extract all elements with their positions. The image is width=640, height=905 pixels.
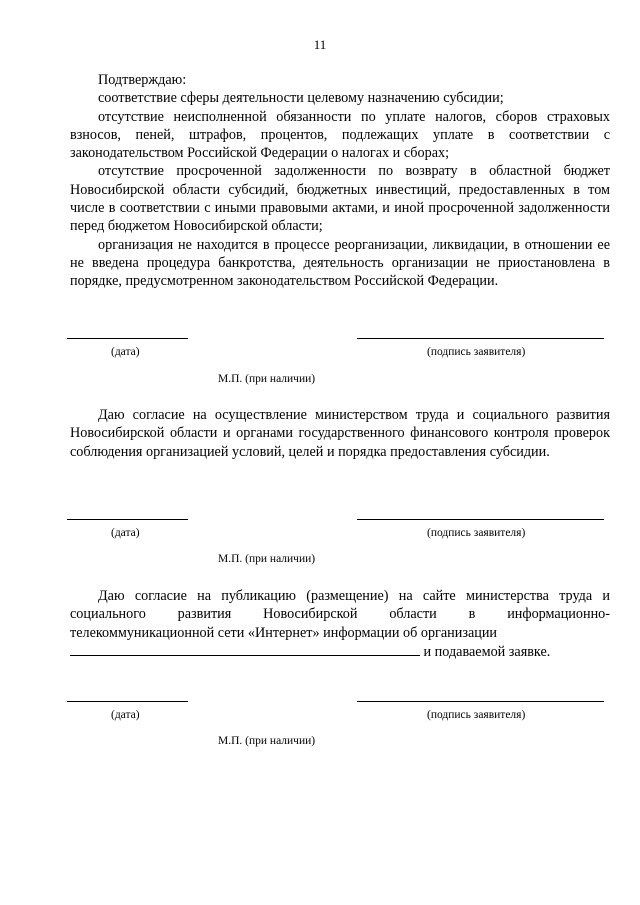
date-caption: (дата): [111, 527, 140, 539]
date-caption: (дата): [111, 709, 140, 721]
signature-line[interactable]: [357, 519, 604, 520]
stamp-caption: М.П. (при наличии): [218, 373, 316, 385]
confirmation-block: [70, 71, 610, 291]
consent-inspection-block: [70, 406, 610, 461]
confirmation-item: соответствие сферы деятельности целевому назначению субсидии;: [98, 90, 504, 107]
date-line[interactable]: [67, 701, 188, 702]
consent-publication-text: Даю согласие на публикацию (размещение) на сайте министерства труда и социального развития Новосибирской области в информационно-телекоммуникационной сети «Интернет» информации об организации: [70, 588, 610, 641]
consent-publication-tail: и подаваемой заявке.: [423, 643, 551, 660]
organization-fill-row: [70, 643, 610, 661]
confirmation-item: отсутствие просроченной задолженности по возврату в областной бюджет Новосибирской области субсидий, бюджетных инвестиций, предоставленных в том числе в соответствии с иными правовыми актами, и иной просроченной задолженности перед бюджетом Новосибирской области;: [70, 163, 610, 235]
stamp-caption: М.П. (при наличии): [218, 735, 316, 747]
consent-inspection-text: Даю согласие на осуществление министерством труда и социального развития Новосибирской области и органами государственного финансового контроля проверок соблюдения организацией условий, целей и порядка предоставления субсидии.: [70, 407, 610, 460]
signature-caption: (подпись заявителя): [427, 346, 526, 358]
date-line[interactable]: [67, 338, 188, 339]
confirmation-intro: Подтверждаю:: [98, 72, 187, 88]
confirmation-item: отсутствие неисполненной обязанности по уплате налогов, сборов страховых взносов, пеней, штрафов, процентов, подлежащих уплате в соответствии с законодательством Российской Федерации о налогах и сборах;: [70, 108, 610, 162]
date-line[interactable]: [67, 519, 188, 520]
signature-caption: (подпись заявителя): [427, 527, 526, 539]
organization-blank-line[interactable]: [70, 643, 420, 656]
stamp-caption: М.П. (при наличии): [218, 553, 316, 565]
page-number: 11: [313, 37, 327, 52]
confirmation-item: организация не находится в процессе реорганизации, ликвидации, в отношении ее не введена процедура банкротства, деятельность организации не приостановлена в порядке, предусмотренном законодательством Российской Федерации.: [70, 236, 610, 290]
consent-publication-block: [70, 587, 610, 661]
signature-line[interactable]: [357, 701, 604, 702]
signature-caption: (подпись заявителя): [427, 709, 526, 721]
date-caption: (дата): [111, 346, 140, 358]
signature-line[interactable]: [357, 338, 604, 339]
